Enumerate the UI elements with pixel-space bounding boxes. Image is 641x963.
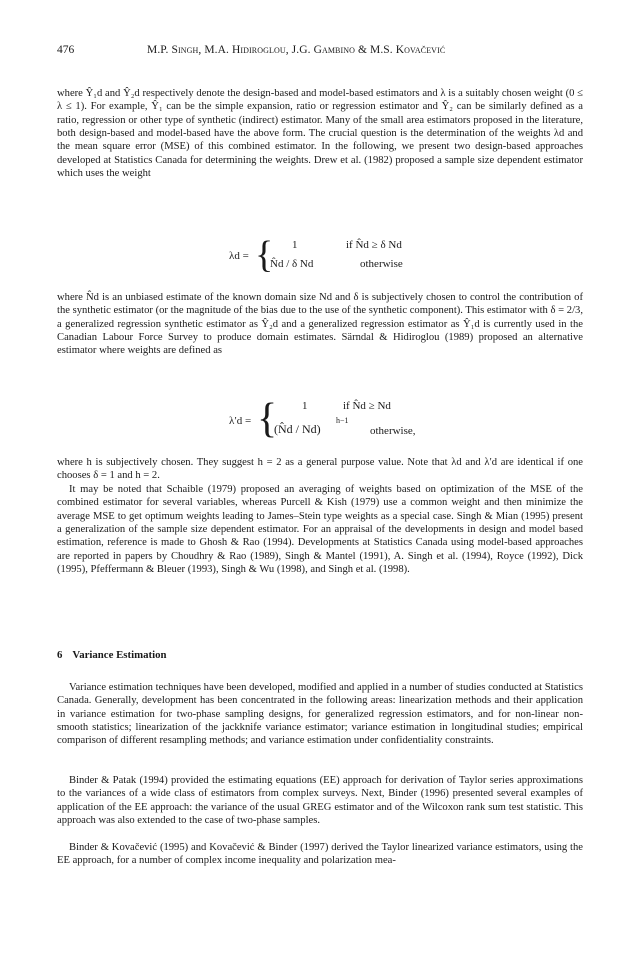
- paragraph-variance-overview: Variance estimation techniques have been developed, modified and applied in a number of studies conducted at Statistics Canada. Generally, development has been concentrated in the following areas: linearization methods and their application in variance estimation for two-phase sampling designs, for generalized regression estimators, and for non-linear non-smooth statistics; linearization of the jackknife variance estimator; variance estimation in longitudinal studies; empirical comparison of different resampling methods; and variance estimation under confidentiality constraints.: [57, 682, 583, 747]
- paragraph-taylor-linearized: Binder & Kovačević (1995) and Kovačević & Binder (1997) derived the Taylor linearized variance estimators, using the EE approach, for a number of complex income inequality and polarization mea-: [57, 842, 583, 867]
- page-number: 476: [57, 44, 75, 56]
- case-2-exponent: h−1: [336, 416, 349, 425]
- case-1-value: 1: [302, 400, 308, 412]
- section-title: Variance Estimation: [72, 649, 167, 661]
- case-2-condition: otherwise: [360, 258, 403, 270]
- equation-lambda-prime: [57, 398, 583, 446]
- paragraph-ee-approach: Binder & Patak (1994) provided the estimating equations (EE) approach for derivation of Taylor series approximations to the variances of a wide class of estimators from complex surveys. Next, Binder (1996) presented several examples of application of the EE approach: the variance of the usual GREG estimator and of the Wilcoxon rank sum test statistic. This approach was also extended to the case of two-phase samples.: [57, 775, 583, 827]
- case-1-condition: if N̂d ≥ Nd: [343, 400, 391, 412]
- case-2-value: N̂d / δ Nd: [270, 258, 314, 270]
- paragraph-sample-size-estimator: where N̂d is an unbiased estimate of the known domain size Nd and δ is subjectively chosen to control the contribution of the synthetic estimator (or the magnitude of the bias due to the use of the synthetic component). This estimator with δ = 2/3, a generalized regression synthetic estimator as Ŷ₂d and a generalized regression estimator as Ŷ₁d is currently used in the Canadian Labour Force Survey to produce domain estimates. Särndal & Hidiroglou (1989) proposed an alternative estimator where weights are defined as: [57, 292, 583, 357]
- paragraph-combined-estimator: where Ŷ₁d and Ŷ₂d respectively denote the design-based and model-based estimators and λ is a suitably chosen weight (0 ≤ λ ≤ 1). For example, Ŷ₁ can be the simple expansion, ratio or regression estimator and Ŷ₂ can be similarly defined as a ratio, regression or other type of synthetic (indirect) estimator. Many of the small area estimators proposed in the literature, both design-based and model-based have the above form. The crucial question is the determination of the weights λd and the mean square error (MSE) of this combined estimator. In the following, we present two design-based approaches developed at Statistics Canada for determining the weights. Drew et al. (1982) proposed a sample size dependent estimator which uses the weight: [57, 88, 583, 180]
- left-brace: {: [257, 396, 278, 442]
- paragraph-h-choice: where h is subjectively chosen. They suggest h = 2 as a general purpose value. Note that λd and λ′d are identical if one chooses δ = 1 and h = 2.: [57, 457, 583, 482]
- equation-lhs: λd =: [229, 250, 249, 262]
- case-1-condition: if N̂d ≥ δ Nd: [346, 239, 402, 251]
- case-2-condition: otherwise,: [370, 425, 416, 437]
- equation-lambda-d: [57, 236, 583, 276]
- section-number: 6: [57, 649, 63, 661]
- case-2-value: (N̂d / Nd): [274, 422, 321, 436]
- running-authors: M.P. Singh, M.A. Hidiroglou, J.G. Gambino & M.S. Kovačević: [147, 44, 446, 56]
- equation-lhs: λ′d =: [229, 415, 252, 427]
- left-brace: {: [255, 234, 274, 276]
- section-heading: [57, 649, 166, 661]
- paragraph-literature-review: It may be noted that Schaible (1979) proposed an averaging of weights based on optimization of the MSE of the combined estimator for several variables, whereas Purcell & Kish (1979) use a common weight and then minimize the average MSE to get optimum weights leading to James–Stein type weights as a special case. Singh & Mian (1995) present a generalization of the sample size dependent estimator. For an appraisal of the developments in design and model based estimation, reference is made to Ghosh & Rao (1994). Developments at Statistics Canada using model-based approaches are reported in papers by Choudhry & Rao (1989), Singh & Mantel (1991), A. Singh et al. (1994), Royce (1992), Dick (1995), Pfeffermann & Bleuer (1993), Singh & Wu (1998), and Singh et al. (1998).: [57, 484, 583, 576]
- case-1-value: 1: [292, 239, 298, 251]
